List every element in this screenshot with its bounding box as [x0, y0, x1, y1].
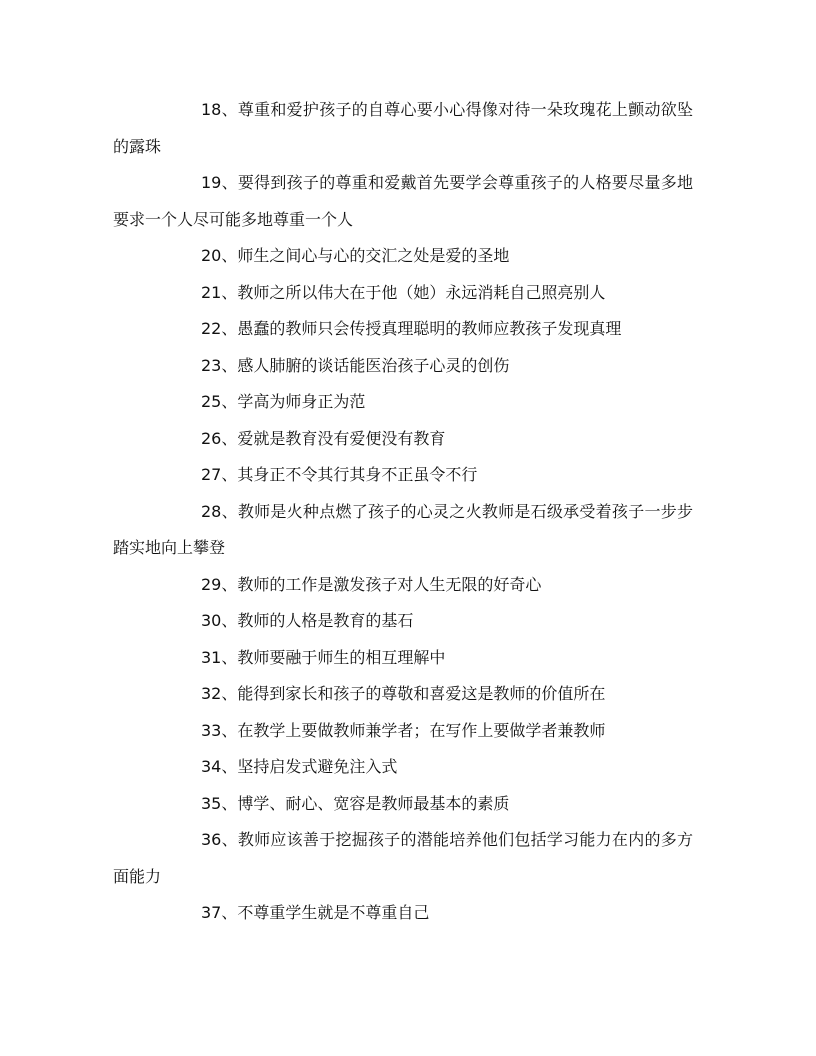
paragraph-27: 27、其身正不令其行其身不正虽令不行: [201, 465, 478, 484]
document-body: [113, 92, 693, 932]
paragraph-32: 32、能得到家长和孩子的尊敬和喜爱这是教师的价值所在: [201, 684, 606, 703]
paragraph-37: 37、不尊重学生就是不尊重自己: [201, 903, 430, 922]
paragraph-22: 22、愚蠢的教师只会传授真理聪明的教师应教孩子发现真理: [201, 319, 622, 338]
paragraph-23: 23、感人肺腑的谈话能医治孩子心灵的创伤: [201, 355, 510, 375]
paragraph-20: 20、师生之间心与心的交汇之处是爱的圣地: [201, 246, 510, 265]
paragraph-21: 21、教师之所以伟大在于他（她）永远消耗自己照亮别人: [201, 282, 606, 302]
paragraph-26: 26、爱就是教育没有爱便没有教育: [201, 428, 446, 448]
paragraph-25: 25、学高为师身正为范: [201, 392, 366, 411]
paragraph-19: 19、要得到孩子的尊重和爱戴首先要学会尊重孩子的人格要尽量多地要求一个人尽可能多地尊重一个人: [113, 173, 693, 229]
paragraph-31: 31、教师要融于师生的相互理解中: [201, 647, 446, 667]
paragraph-34: 34、坚持启发式避免注入式: [201, 757, 398, 776]
paragraph-30: 30、教师的人格是教育的基石: [201, 611, 414, 630]
paragraph-35: 35、博学、耐心、宽容是教师最基本的素质: [201, 793, 510, 813]
paragraph-33: 33、在教学上要做教师兼学者；在写作上要做学者兼教师: [201, 720, 606, 740]
paragraph-36: 36、教师应该善于挖掘孩子的潜能培养他们包括学习能力在内的多方面能力: [113, 830, 693, 886]
paragraph-29: 29、教师的工作是激发孩子对人生无限的好奇心: [201, 574, 542, 594]
paragraph-18: 18、尊重和爱护孩子的自尊心要小心得像对待一朵玫瑰花上颤动欲坠的露珠: [113, 100, 693, 156]
paragraph-28: 28、教师是火种点燃了孩子的心灵之火教师是石级承受着孩子一步步踏实地向上攀登: [113, 501, 693, 557]
